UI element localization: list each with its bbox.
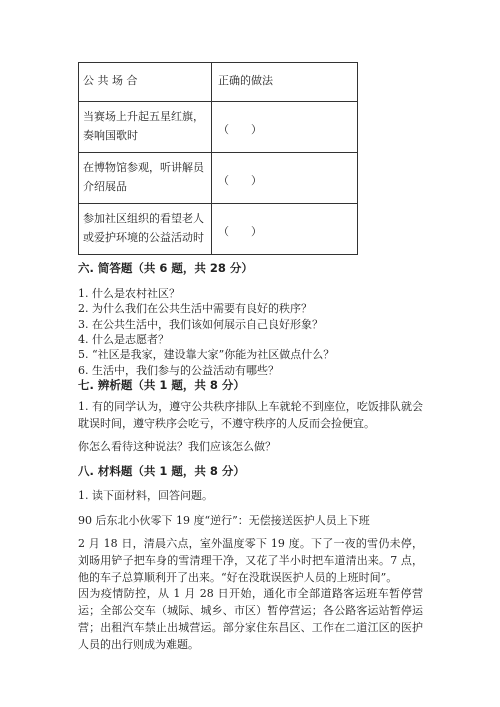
table-cell-answer[interactable]	[212, 204, 358, 255]
question-item: 3. 在公共生活中，我们该如何展示自己良好形象？	[78, 318, 323, 331]
table-cell-place: 当赛场上升起五星红旗，奏响国歌时	[79, 102, 212, 153]
question-item: 4. 什么是志愿者？	[78, 333, 169, 346]
section-8-title: 八. 材料题（共 1 题，共 8 分）	[78, 464, 245, 478]
material-headline: 90 后东北小伙零下 19 度“逆行”：无偿接送医护人员上下班	[78, 514, 370, 527]
table-cell-place: 参加社区组织的看望老人或爱护环境的公益活动时	[79, 204, 212, 255]
question-item: 6. 生活中，我们参与的公益活动有哪些？	[78, 364, 279, 377]
public-places-table	[78, 62, 358, 255]
section-6-title: 六. 简答题（共 6 题，共 28 分）	[78, 261, 253, 275]
table-cell-place: 在博物馆参观，听讲解员介绍展品	[79, 153, 212, 204]
table-row	[79, 102, 358, 153]
answer-blank[interactable]: （ ）	[218, 174, 262, 187]
table-row	[79, 204, 358, 255]
table-cell-answer[interactable]	[212, 102, 358, 153]
table-header-place: 公 共 场 合	[79, 63, 212, 102]
table-header-behavior: 正确的做法	[212, 63, 358, 102]
discussion-question: 你怎么看待这种说法？我们应该怎么做？	[78, 440, 276, 453]
table-row	[79, 153, 358, 204]
material-paragraph: 因为疫情防控，从 1 月 28 日开始，通化市全部道路客运班车暂停营运；全部公交车（城际、城乡、市区）暂停营运；各公路客运站暂停运营；出租汽车禁止出城营运。部分家住东昌区、工作在二道江区的医护人员的出行则成为难题。	[78, 587, 423, 651]
table-header-row	[79, 63, 358, 102]
table-cell-answer[interactable]	[212, 153, 358, 204]
section-7-title: 七. 辨析题（共 1 题，共 8 分）	[78, 378, 245, 392]
question-item: 2. 为什么我们在公共生活中需要有良好的秩序？	[78, 302, 312, 315]
question-item: 1. 什么是农村社区？	[78, 287, 180, 300]
answer-blank[interactable]: （ ）	[218, 225, 262, 238]
material-paragraph: 2 月 18 日，清晨六点，室外温度零下 19 度。下了一夜的雪仍未停，刘旸用铲子把车身的雪清理干净，又花了半小时把车道清出来。7 点，他的车子总算顺利开了出来。“好在没耽误医护人员的上班时间”。	[78, 537, 423, 584]
question-item: 5. “社区是我家，建设靠大家”你能为社区做点什么？	[78, 348, 335, 361]
discussion-paragraph: 1. 有的同学认为，遵守公共秩序排队上车就轮不到座位，吃饭排队就会耽误时间，遵守秩序会吃亏，不遵守秩序的人反而会捡便宜。	[78, 400, 423, 430]
answer-blank[interactable]: （ ）	[218, 123, 262, 136]
material-instruction: 1. 读下面材料，回答问题。	[78, 489, 213, 502]
